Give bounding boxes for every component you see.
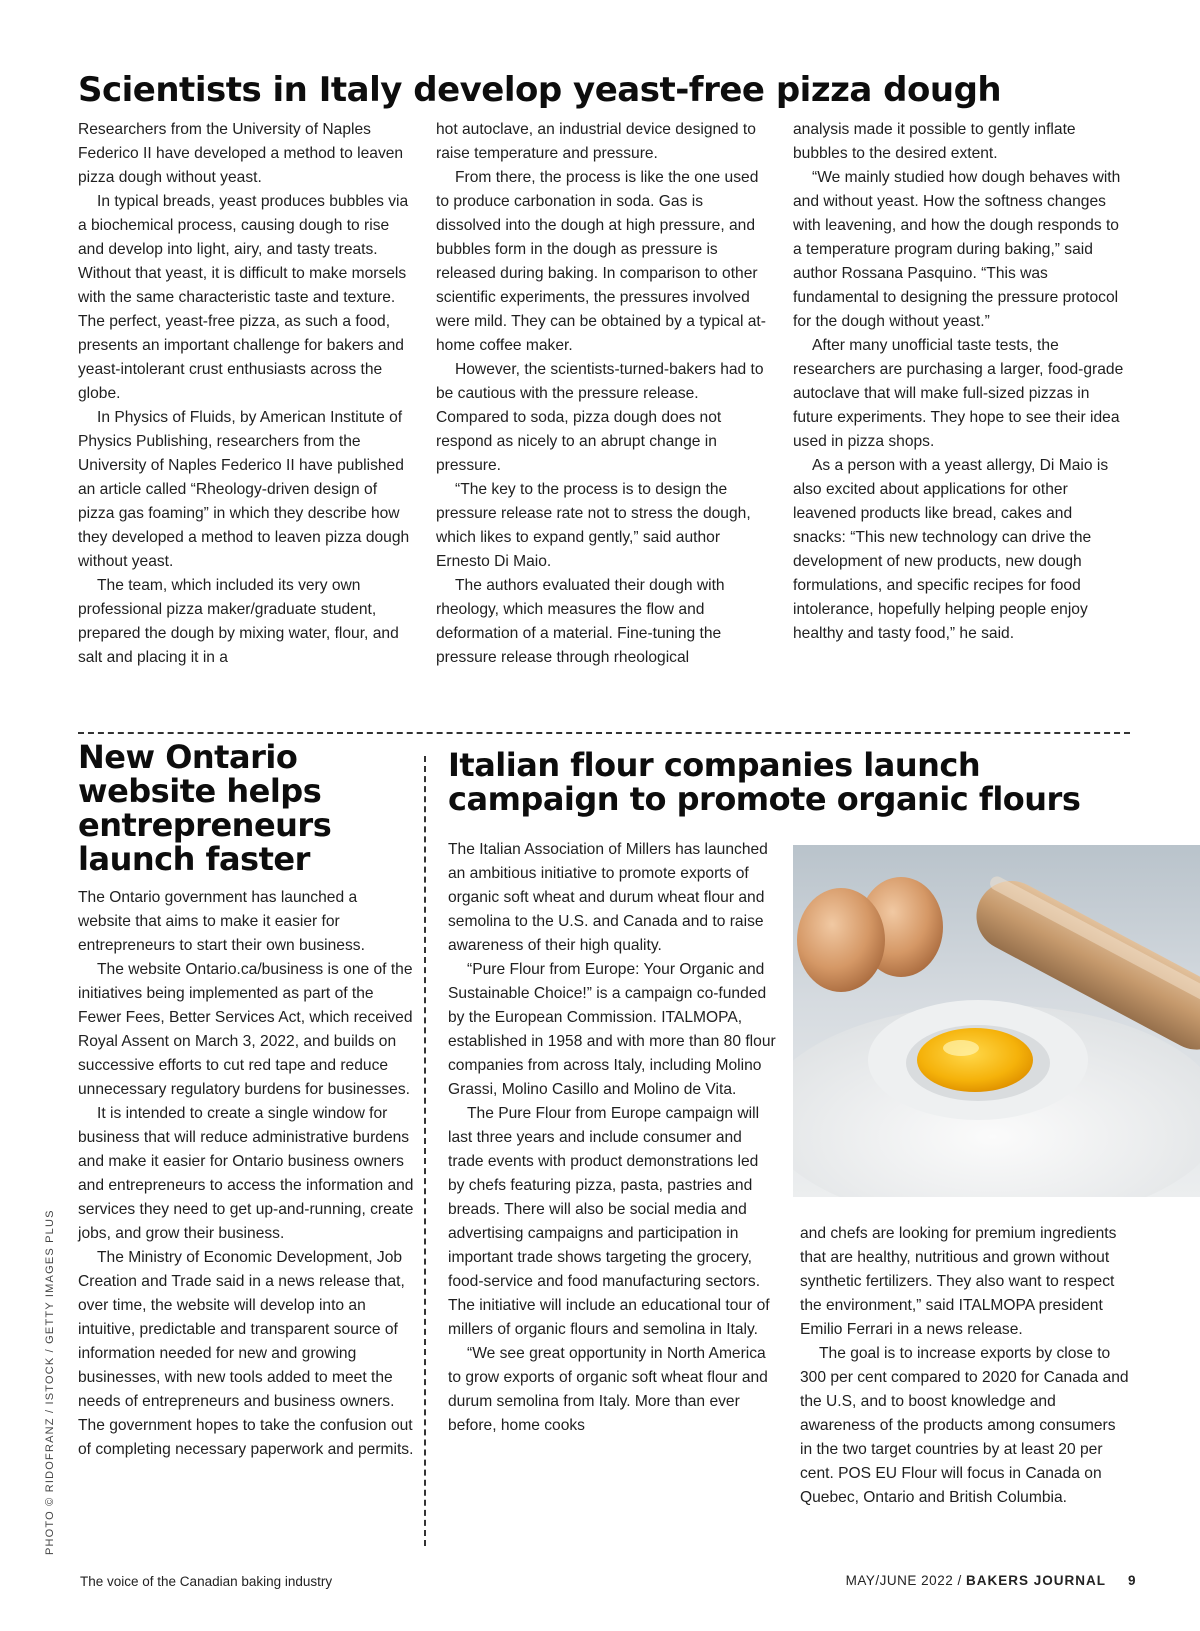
article-column <box>800 1222 1130 1510</box>
article-column <box>78 118 414 670</box>
article-headline: Italian flour companies launch campaign to promote organic flours <box>448 746 1081 818</box>
paragraph: hot autoclave, an industrial device designed to raise temperature and pressure. <box>436 121 756 162</box>
paragraph: The website Ontario.ca/business is one of the initiatives being implemented as part of the Fewer Fees, Better Services Act, which received Royal Assent on March 3, 2022, and builds on successive efforts to cut red tape and reduce unnecessary regulatory burdens for businesses. <box>78 961 413 1098</box>
paragraph: “Pure Flour from Europe: Your Organic and Sustainable Choice!” is a campaign co-funded by the European Commission. ITALMOPA, established in 1958 and with more than 80 flour companies from across Italy, including Molino Grassi, Molino Casillo and Molino de Vita. <box>448 961 776 1098</box>
paragraph: The Italian Association of Millers has launched an ambitious initiative to promote exports of organic soft wheat and durum wheat flour and semolina to the U.S. and Canada and to raise awareness of their high quality. <box>448 841 768 954</box>
paragraph: However, the scientists-turned-bakers had to be cautious with the pressure release. Compared to soda, pizza dough does not respond as nicely to an abrupt change in pressure. <box>436 361 764 474</box>
paragraph: The Pure Flour from Europe campaign will last three years and include consumer and trade events with product demonstrations led by chefs featuring pizza, pasta, pastries and breads. There will also be social media and advertising campaigns and participation in important trade shows targeting the grocery, food-service and food manufacturing sectors. The initiative will include an educational tour of millers of organic flours and semolina in Italy. <box>448 1105 770 1338</box>
photo-credit: PHOTO © RIDOFRANZ / ISTOCK / GETTY IMAGES PLUS <box>44 1209 56 1555</box>
paragraph: The Ontario government has launched a website that aims to make it easier for entrepreneurs to start their own business. <box>78 889 365 954</box>
paragraph: “We see great opportunity in North America to grow exports of organic soft wheat flour and durum semolina from Italy. More than ever before, home cooks <box>448 1345 768 1434</box>
paragraph: The goal is to increase exports by close to 300 per cent compared to 2020 for Canada and the U.S, and to boost knowledge and awareness of the products among consumers in the two target countries by at least 20 per cent. POS EU Flour will focus in Canada on Quebec, Ontario and British Columbia. <box>800 1345 1129 1506</box>
paragraph: In Physics of Fluids, by American Institute of Physics Publishing, researchers from the University of Naples Federico II have published an article called “Rheology-driven design of pizza gas foaming” in which they describe how they developed a method to leaven pizza dough without yeast. <box>78 409 410 570</box>
magazine-name: BAKERS JOURNAL <box>965 1573 1106 1588</box>
paragraph: The authors evaluated their dough with rheology, which measures the flow and deformation of a material. Fine-tuning the pressure release through rheological <box>436 577 725 666</box>
page-number: 9 <box>1127 1573 1136 1588</box>
paragraph: “The key to the process is to design the pressure release rate not to stress the dough, which likes to expand gently,” said author Ernesto Di Maio. <box>436 481 751 570</box>
paragraph: As a person with a yeast allergy, Di Maio is also excited about applications for other leavened products like bread, cakes and snacks: “This new technology can drive the development of new products, new dough formulations, and specific recipes for food intolerance, hopefully helping people enjoy healthy and tasty food,” he said. <box>793 457 1109 642</box>
paragraph: The Ministry of Economic Development, Job Creation and Trade said in a news release that, over time, the website will develop into an intuitive, predictable and transparent source of information needed for new and growing businesses, with new tools added to meet the needs of entrepreneurs and business owners. The government hopes to take the confusion out of completing necessary paperwork and permits. <box>78 1249 414 1458</box>
paragraph: From there, the process is like the one used to produce carbonation in soda. Gas is dissolved into the dough at high pressure, and bubbles form in the dough as pressure is released during baking. In comparison to other scientific experiments, the pressures involved were mild. They can be obtained by a typical at-home coffee maker. <box>436 169 766 354</box>
paragraph: “We mainly studied how dough behaves with and without yeast. How the softness changes with leavening, and how the dough responds to a temperature program during baking,” said author Rossana Pasquino. “This was fundamental to designing the pressure protocol for the dough without yeast.” <box>793 169 1121 330</box>
article-column <box>436 118 772 670</box>
paragraph: It is intended to create a single window for business that will reduce administrative burdens and make it easier for Ontario business owners and entrepreneurs to access the information and services they need to get up-and-running, create jobs, and grow their business. <box>78 1105 414 1242</box>
article-column <box>78 886 414 1462</box>
footer-tagline: The voice of the Canadian baking industry <box>80 1574 333 1589</box>
paragraph: The team, which included its very own professional pizza maker/graduate student, prepared the dough by mixing water, flour, and salt and placing it in a <box>78 577 399 666</box>
paragraph: After many unofficial taste tests, the researchers are purchasing a larger, food-grade autoclave that will make full-sized pizzas in future experiments. They hope to see their idea used in pizza shops. <box>793 337 1124 450</box>
issue-date: MAY/JUNE 2022 / <box>845 1573 966 1588</box>
article-headline: Scientists in Italy develop yeast-free pizza dough <box>78 70 1002 110</box>
article-column <box>793 118 1129 646</box>
paragraph: In typical breads, yeast produces bubbles via a biochemical process, causing dough to rise and develop into light, airy, and tasty treats. Without that yeast, it is difficult to make morsels with the same characteristic taste and texture. The perfect, yeast-free pizza, as such a food, presents an important challenge for bakers and yeast-intolerant crust enthusiasts across the globe. <box>78 193 409 402</box>
section-divider <box>78 732 1130 734</box>
article-headline: New Ontario website helps entrepreneurs launch faster <box>78 738 332 878</box>
paragraph: analysis made it possible to gently inflate bubbles to the desired extent. <box>793 121 1076 162</box>
column-divider <box>424 756 426 1546</box>
paragraph: Researchers from the University of Naples Federico II have developed a method to leaven pizza dough without yeast. <box>78 121 404 186</box>
article-column <box>448 838 778 1438</box>
flour-eggs-photo <box>793 845 1200 1197</box>
paragraph: and chefs are looking for premium ingredients that are healthy, nutritious and grown without synthetic fertilizers. They also want to respect the environment,” said ITALMOPA president Emilio Ferrari in a news release. <box>800 1225 1117 1338</box>
footer-folio <box>846 1573 1136 1588</box>
